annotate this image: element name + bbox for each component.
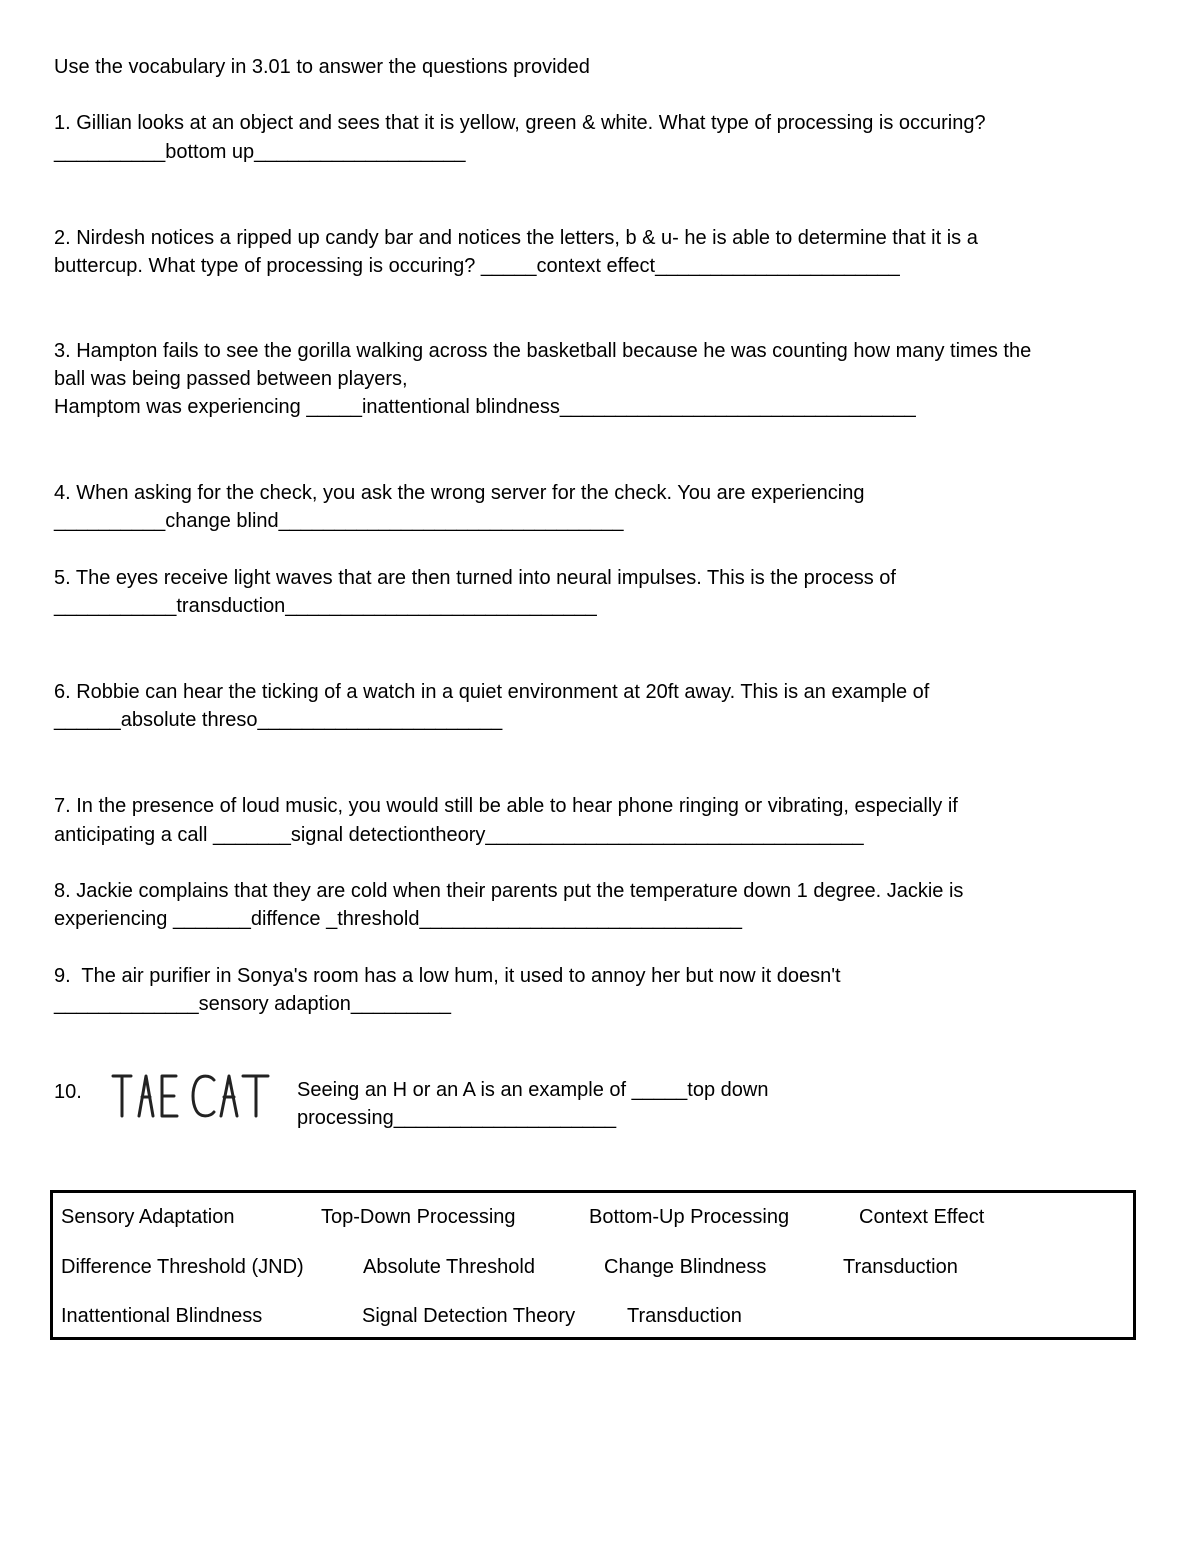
word-bank-term: Signal Detection Theory [362,1305,576,1327]
question-9-line-1: 9. The air purifier in Sonya's room has a low hum, it used to annoy her but now it doesn't [54,965,841,987]
word-bank-term: Sensory Adaptation [61,1206,235,1228]
question-3-line-2: ball was being passed between players, [54,368,408,390]
question-5-line-1: 5. The eyes receive light waves that are then turned into neural impulses. This is the process of [54,567,896,589]
question-8-line-1: 8. Jackie complains that they are cold when their parents put the temperature down 1 degree. Jackie is [54,880,964,902]
word-bank-term: Transduction [627,1305,742,1327]
question-1-line-1: 1. Gillian looks at an object and sees that it is yellow, green & white. What type of processing is occuring? [54,112,986,134]
question-7-line-1: 7. In the presence of loud music, you would still be able to hear phone ringing or vibrating, especially if [54,795,958,817]
question-10-answer: processing____________________ [297,1107,617,1129]
question-3-answer: Hamptom was experiencing _____inattentional blindness________________________________ [54,396,916,418]
question-9-answer: _____________sensory adaption_________ [54,993,452,1015]
question-4-answer: __________change blind_______________________________ [54,510,624,532]
question-1-answer: __________bottom up___________________ [54,141,466,163]
word-bank-term: Context Effect [859,1206,985,1228]
question-3-line-1: 3. Hampton fails to see the gorilla walking across the basketball because he was counting how many times the [54,340,1032,362]
question-10-line-1: Seeing an H or an A is an example of _____top down [297,1079,769,1101]
question-10-number: 10. [54,1081,82,1103]
instructions: Use the vocabulary in 3.01 to answer the questions provided [54,56,590,78]
word-bank [50,1190,1136,1340]
word-bank-term: Difference Threshold (JND) [61,1256,304,1278]
question-2-line-1: 2. Nirdesh notices a ripped up candy bar and notices the letters, b & u- he is able to determine that it is a [54,227,978,249]
word-bank-term: Change Blindness [604,1256,767,1278]
question-2-answer: buttercup. What type of processing is occuring? _____context effect______________________ [54,255,900,277]
word-bank-term: Inattentional Blindness [61,1305,263,1327]
question-6-line-1: 6. Robbie can hear the ticking of a watch in a quiet environment at 20ft away. This is an example of [54,681,930,703]
question-4-line-1: 4. When asking for the check, you ask the wrong server for the check. You are experiencing [54,482,865,504]
word-bank-term: Top-Down Processing [321,1206,516,1228]
question-8-answer: experiencing _______diffence _threshold_____________________________ [54,908,743,930]
question-7-answer: anticipating a call _______signal detectiontheory__________________________________ [54,824,864,846]
question-5-answer: ___________transduction____________________________ [54,595,597,617]
word-bank-term: Transduction [843,1256,958,1278]
word-bank-term: Bottom-Up Processing [589,1206,790,1228]
word-bank-term: Absolute Threshold [363,1256,535,1278]
question-6-answer: ______absolute threso______________________ [54,709,503,731]
the-cat-image [110,1068,275,1126]
